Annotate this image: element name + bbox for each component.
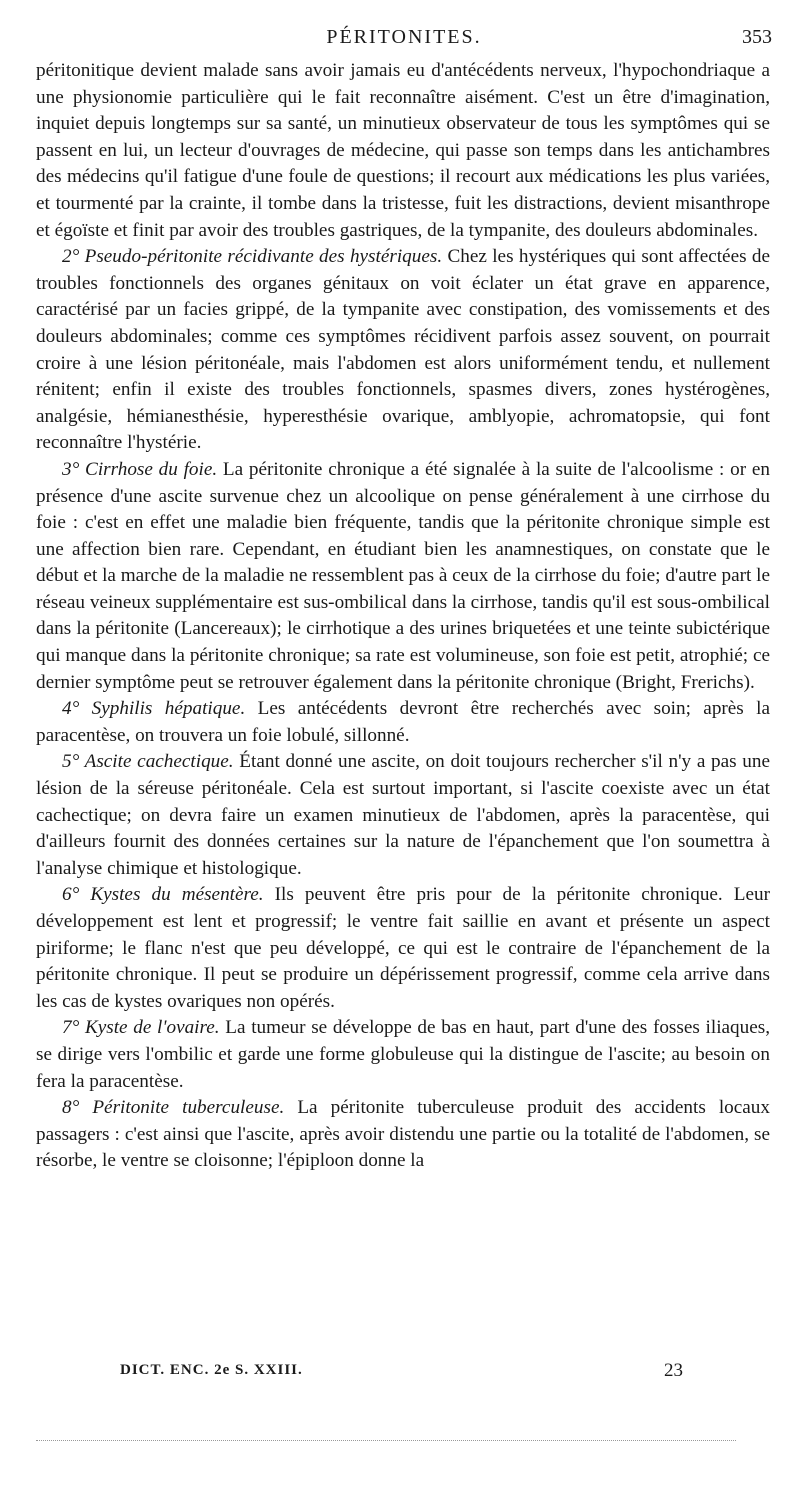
paragraph-heading: 3° Cirrhose du foie. — [62, 458, 218, 480]
paragraph-text: La péritonite tuberculeuse produit des accidents locaux passagers : c'est ainsi que l'ascite, après avoir distendu une partie ou la totalité de l'abdomen, se résorbe, le ventre se cloisonne; l'épiploon donne la — [36, 1097, 770, 1172]
paragraph-heading: 5° Ascite cachectique. — [62, 751, 234, 773]
footer — [36, 1360, 770, 1388]
paragraph-text: Ils peuvent être pris pour de la péritonite chronique. Leur développement est lent et progressif; le ventre fait saillie en avant et présente un aspect piriforme; le flanc n'est que peu développé, ce qui est le contraire de l'épanchement de la péritonite chronique. Il peut se produire un dépérissement progressif, comme cela arrive dans les cas de kystes ovariques non opérés. — [36, 884, 771, 1012]
paragraph-text: Les antécédents devront être recherchés avec soin; après la paracentèse, on trouvera un foie lobulé, sillonné. — [36, 698, 771, 746]
paragraph-heading: 4° Syphilis hépatique. — [62, 698, 246, 720]
paragraph-ascite-cachectique — [36, 749, 770, 882]
paragraph-text: Chez les hystériques qui sont affectées de troubles fonctionnels des organes génitaux on voit éclater un état grave en apparence, caractérisé par un facies grippé, de la tympanite avec constipation, des vomissements et des douleurs abdominales; comme ces symptômes récidivent parfois assez souvent, on pourrait croire à une lésion péritonéale, mais l'abdomen est alors uniformément tendu, et nullement rénitent; enfin il existe des troubles fonctionnels, spasmes divers, zones hystérogènes, analgésie, hémianesthésie, hyperesthésie ovarique, amblyopie, achromatopsie, qui font reconnaître l'hystérie. — [36, 246, 770, 454]
printer-signature: DICT. ENC. 2e S. XXIII. — [120, 1362, 303, 1378]
signature-mark: 23 — [664, 1360, 683, 1381]
running-head — [36, 26, 772, 52]
paragraph-text: Étant donné une ascite, on doit toujours rechercher s'il n'y a pas une lésion de la séreuse péritonéale. Cela est surtout important, si l'ascite coexiste avec un état cachectique; on devra faire un examen minutieux de l'abdomen, après la paracentèse, qui d'ailleurs fournit des données certaines sur la nature de l'épanchement que l'on soumettra à l'analyse chimique et histologique. — [36, 751, 770, 879]
paragraph-heading: 6° Kystes du mésentère. — [62, 884, 264, 906]
paragraph-pseudo-peritonite — [36, 244, 770, 457]
paragraph-heading: 8° Péritonite tuberculeuse. — [62, 1097, 285, 1119]
paragraph-peritonite-tuberculeuse — [36, 1095, 770, 1175]
page-number: 353 — [742, 26, 772, 48]
paragraph-heading: 2° Pseudo-péritonite récidivante des hystériques. — [62, 246, 443, 268]
paragraph-hypochondria — [36, 58, 770, 244]
bottom-dotted-rule — [36, 1440, 736, 1441]
running-title: PÉRITONITES. — [326, 26, 482, 48]
body-text — [36, 58, 770, 1175]
paragraph-kystes-mesentere — [36, 882, 770, 1015]
paragraph-text: péritonitique devient malade sans avoir jamais eu d'antécédents nerveux, l'hypochondriaque a une physionomie particulière qui le fait reconnaître aisément. C'est un être d'imagination, inquiet depuis longtemps sur sa santé, un minutieux observateur de tous les symptômes qui se passent en lui, un lecteur d'ouvrages de médecine, qui passe son temps dans les antichambres des médecins qu'il fatigue d'une foule de questions; il recourt aux médications les plus variées, et tourmenté par la crainte, il tombe dans la tristesse, fuit les distractions, devient misanthrope et égoïste et finit par avoir des troubles gastriques, de la tympanite, des douleurs abdominales. — [36, 60, 770, 241]
paragraph-text: La péritonite chronique a été signalée à la suite de l'alcoolisme : or en présence d'une ascite survenue chez un alcoolique on pense généralement à une cirrhose du foie : c'est en effet une maladie bien fréquente, tandis que la péritonite chronique simple est une affection bien rare. Cependant, en étudiant bien les anamnestiques, on constate que le début et la marche de la maladie ne ressemblent pas à ceux de la cirrhose du foie; d'autre part le réseau veineux supplémentaire est sus-ombilical dans la cirrhose, tandis qu'il est sous-ombilical dans la péritonite (Lancereaux); le cirrhotique a des urines briquetées et une teinte subictérique qui manque dans la péritonite chronique; sa rate est volumineuse, son foie est petit, atrophié; ce dernier symptôme peut se retrouver également dans la péritonite chronique (Bright, Frerichs). — [36, 458, 770, 693]
paragraph-text: La tumeur se développe de bas en haut, part d'une des fosses iliaques, se dirige vers l'ombilic et garde une forme globuleuse qui la distingue de l'ascite; au besoin on fera la paracentèse. — [36, 1017, 771, 1092]
paragraph-heading: 7° Kyste de l'ovaire. — [62, 1017, 220, 1039]
paragraph-syphilis — [36, 696, 770, 749]
paragraph-cirrhose — [36, 457, 770, 696]
paragraph-kyste-ovaire — [36, 1015, 770, 1095]
